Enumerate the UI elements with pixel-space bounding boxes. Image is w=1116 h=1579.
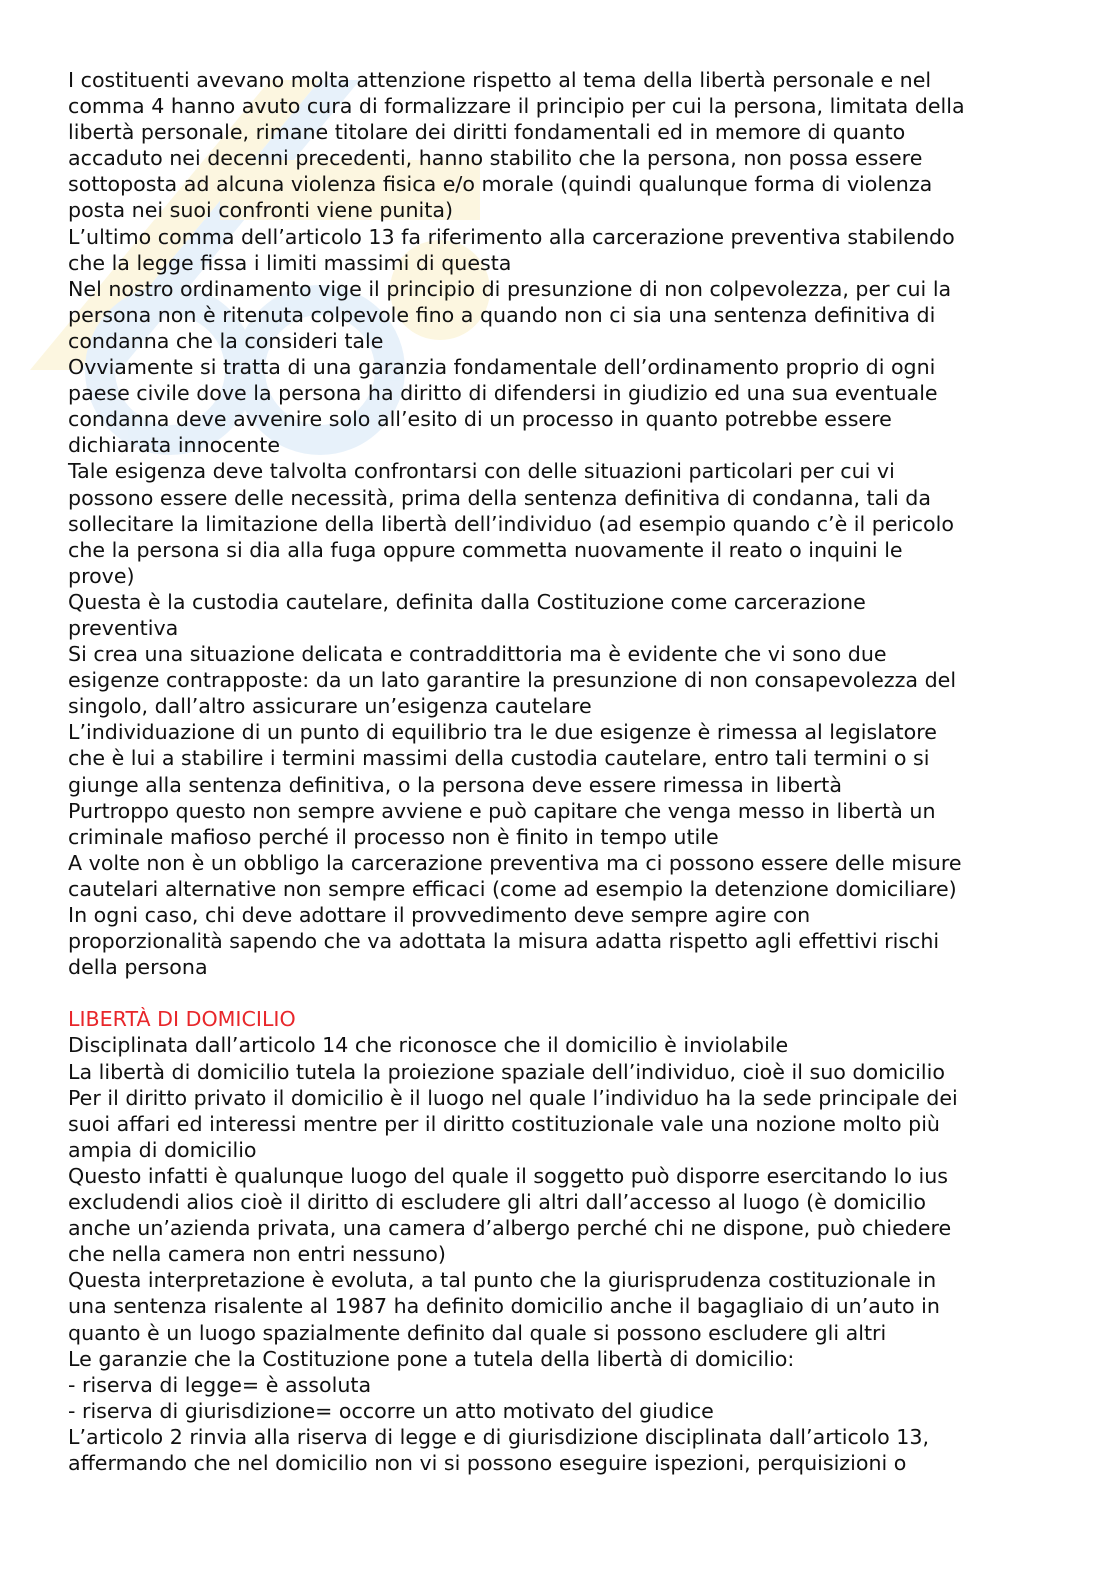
text-line: Si crea una situazione delicata e contraddittoria ma è evidente che vi sono due — [68, 642, 887, 667]
text-line: quanto è un luogo spazialmente definito dal quale si possono escludere gli altri — [68, 1320, 887, 1345]
text-line: Tale esigenza deve talvolta confrontarsi con delle situazioni particolari per cui vi — [68, 459, 895, 484]
text-line: In ogni caso, chi deve adottare il provvedimento deve sempre agire con — [68, 903, 811, 927]
section-liberta-domicilio — [68, 1032, 1058, 1476]
text-line: esigenze contrapposte: da un lato garantire la presunzione di non consapevolezza del — [68, 668, 957, 693]
text-line: - riserva di giurisdizione= occorre un atto motivato del giudice — [68, 1398, 714, 1423]
text-line: ampia di domicilio — [68, 1137, 257, 1162]
text-line: excludendi alios cioè il diritto di escludere gli altri dall’accesso al luogo (è domicilio — [68, 1190, 926, 1215]
text-line: proporzionalità sapendo che va adottata la misura adatta rispetto agli effettivi rischi — [68, 929, 940, 954]
text-line: che è lui a stabilire i termini massimi della custodia cautelare, entro tali termini o si — [68, 746, 930, 771]
text-line: sollecitare la limitazione della libertà dell’individuo (ad esempio quando c’è il pericolo — [68, 511, 954, 536]
text-line: possono essere delle necessità, prima della sentenza definitiva di condanna, tali da — [68, 485, 931, 510]
text-line: A volte non è un obbligo la carcerazione preventiva ma ci possono essere delle misure — [68, 850, 962, 875]
text-line: Ovviamente si tratta di una garanzia fondamentale dell’ordinamento proprio di ogni — [68, 355, 936, 380]
text-line: preventiva — [68, 615, 179, 640]
text-line: giunge alla sentenza definitiva, o la persona deve essere rimessa in libertà — [68, 772, 842, 797]
text-line: Purtroppo questo non sempre avviene e può capitare che venga messo in libertà un — [68, 798, 936, 823]
text-line: Nel nostro ordinamento vige il principio di presunzione di non colpevolezza, per cui la — [68, 276, 952, 301]
text-line: La libertà di domicilio tutela la proiezione spaziale dell’individuo, cioè il suo domicilio — [68, 1059, 945, 1084]
text-line: accaduto nei decenni precedenti, hanno stabilito che la persona, non possa essere — [68, 146, 923, 171]
text-line: cautelari alternative non sempre efficaci (come ad esempio la detenzione domiciliare) — [68, 876, 957, 901]
text-line: che nella camera non entri nessuno) — [68, 1242, 446, 1267]
text-line: criminale mafioso perché il processo non è finito in tempo utile — [68, 824, 719, 849]
text-line: paese civile dove la persona ha diritto di difendersi in giudizio ed una sua eventuale — [68, 381, 938, 406]
text-line: che la legge fissa i limiti massimi di questa — [68, 250, 512, 275]
text-line: della persona — [68, 955, 208, 980]
text-line: suoi affari ed interessi mentre per il diritto costituzionale vale una nozione molto più — [68, 1111, 940, 1136]
text-line: libertà personale, rimane titolare dei diritti fondamentali ed in memore di quanto — [68, 120, 906, 145]
text-line: Le garanzie che la Costituzione pone a tutela della libertà di domicilio: — [68, 1346, 795, 1371]
text-line: - riserva di legge= è assoluta — [68, 1372, 372, 1397]
text-line: Questo infatti è qualunque luogo del quale il soggetto può disporre esercitando lo ius — [68, 1163, 949, 1188]
text-line: comma 4 hanno avuto cura di formalizzare il principio per cui la persona, limitata della — [68, 94, 965, 119]
text-line: che la persona si dia alla fuga oppure commetta nuovamente il reato o inquini le — [68, 537, 903, 562]
text-line: posta nei suoi confronti viene punita) — [68, 198, 453, 223]
text-line: anche un’azienda privata, una camera d’albergo perché chi ne dispone, può chiedere — [68, 1216, 952, 1241]
text-line: condanna deve avvenire solo all’esito di un processo in quanto potrebbe essere — [68, 407, 892, 432]
text-line: Per il diritto privato il domicilio è il luogo nel quale l’individuo ha la sede principale dei — [68, 1085, 958, 1110]
text-line: L’ultimo comma dell’articolo 13 fa riferimento alla carcerazione preventiva stabilendo — [68, 224, 955, 249]
text-line: Questa interpretazione è evoluta, a tal punto che la giurisprudenza costituzionale in — [68, 1268, 937, 1293]
section-liberta-personale — [68, 67, 1058, 980]
text-line: L’articolo 2 rinvia alla riserva di legge e di giurisdizione disciplinata dall’articolo 13, — [68, 1424, 929, 1449]
text-line: L’individuazione di un punto di equilibrio tra le due esigenze è rimessa al legislatore — [68, 720, 937, 745]
text-line: Questa è la custodia cautelare, definita dalla Costituzione come carcerazione — [68, 589, 866, 614]
blank-line — [68, 980, 1058, 1006]
section-heading: LIBERTÀ DI DOMICILIO — [68, 1007, 296, 1032]
text-line: una sentenza risalente al 1987 ha definito domicilio anche il bagagliaio di un’auto in — [68, 1294, 940, 1319]
text-line: sottoposta ad alcuna violenza fisica e/o morale (quindi qualunque forma di violenza — [68, 172, 933, 197]
text-line: persona non è ritenuta colpevole fino a quando non ci sia una sentenza definitiva di — [68, 302, 936, 327]
text-line: prove) — [68, 563, 135, 588]
text-line: Disciplinata dall’articolo 14 che riconosce che il domicilio è inviolabile — [68, 1033, 789, 1058]
document-body — [68, 67, 1058, 1476]
text-line: affermando che nel domicilio non vi si possono eseguire ispezioni, perquisizioni o — [68, 1450, 907, 1475]
text-line: I costituenti avevano molta attenzione rispetto al tema della libertà personale e nel — [68, 68, 932, 92]
text-line: condanna che la consideri tale — [68, 328, 384, 353]
text-line: dichiarata innocente — [68, 433, 281, 458]
text-line: singolo, dall’altro assicurare un’esigenza cautelare — [68, 694, 592, 719]
